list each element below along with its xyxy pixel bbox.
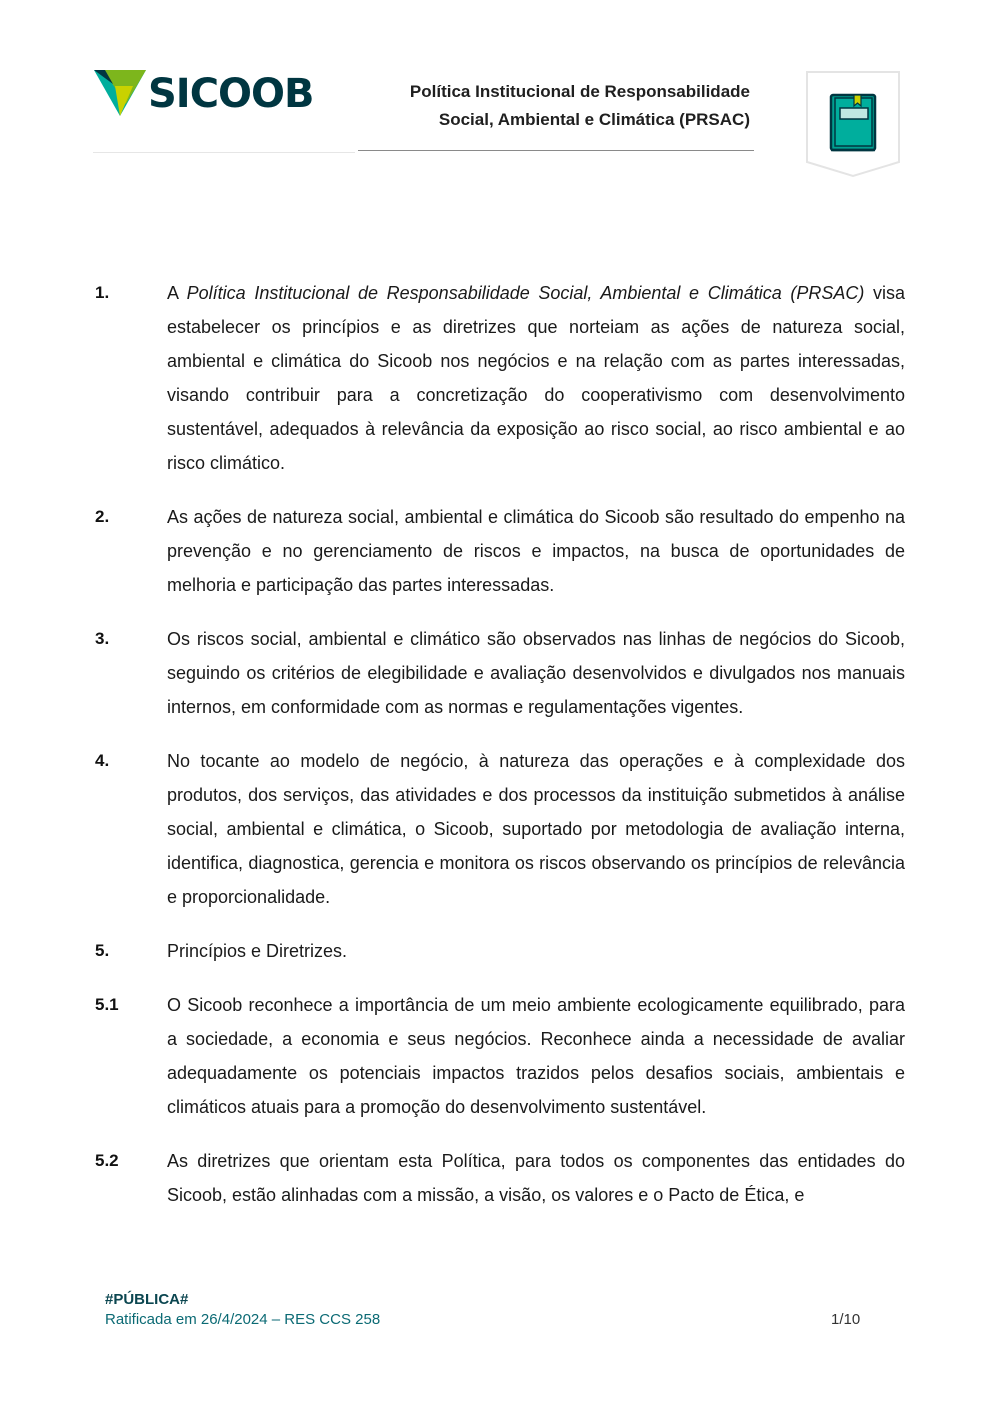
brand-name: SICOOB bbox=[148, 71, 314, 117]
section-4 bbox=[95, 744, 905, 914]
section-text: Princípios e Diretrizes. bbox=[167, 941, 348, 961]
section-5 bbox=[95, 934, 905, 968]
header-divider-right bbox=[358, 150, 754, 151]
section-5-2 bbox=[95, 1144, 905, 1212]
section-text-prefix: A bbox=[167, 283, 187, 303]
document-title-line2: Social, Ambiental e Climática (PRSAC) bbox=[438, 110, 750, 129]
section-text: As diretrizes que orientam esta Política, para todos os componentes das entidades do Sicoob, estão alinhadas com a missão, a visão, os valores e o Pacto de Ética, e bbox=[167, 1151, 905, 1205]
header-divider-left bbox=[93, 152, 355, 153]
section-text: No tocante ao modelo de negócio, à natureza das operações e à complexidade dos produtos, dos serviços, das atividades e dos processos da instituição submetidos à análise social, ambiental e climática, o Sicoob, suportado por metodologia de avaliação interna, identifica, diagnostica, gerencia e monitora os riscos observando os princípios de relevância e proporcionalidade. bbox=[167, 751, 905, 907]
section-number: 5.1 bbox=[95, 995, 119, 1014]
section-number: 5. bbox=[95, 941, 110, 960]
section-number: 2. bbox=[95, 507, 110, 526]
policy-name: Política Institucional de Responsabilidade Social, Ambiental e Climática (PRSAC) bbox=[186, 283, 865, 303]
ratification-note: Ratificada em 26/4/2024 – RES CCS 258 bbox=[105, 1311, 381, 1328]
section-number: 4. bbox=[95, 751, 110, 770]
section-1 bbox=[95, 276, 905, 480]
section-text: O Sicoob reconhece a importância de um meio ambiente ecologicamente equilibrado, para a sociedade, a economia e seus negócios. Reconhece ainda a necessidade de avaliar adequadamente os potenciais impactos trazidos pelos desafios sociais, ambientais e climáticos atuais para a promoção do desenvolvimento sustentável. bbox=[167, 995, 905, 1117]
book-icon bbox=[804, 70, 902, 178]
document-title bbox=[360, 78, 750, 134]
sicoob-logo bbox=[93, 68, 313, 120]
page-number: 1/10 bbox=[831, 1311, 861, 1328]
section-text-rest: visa estabelecer os princípios e as diretrizes que norteiam as ações de natureza social, ambiental e climática do Sicoob nos negócios e na relação com as partes interessadas, visando contribuir para a concretização do cooperativismo com desenvolvimento sustentável, adequados à relevância da exposição ao risco social, ao risco ambiental e ao risco climático. bbox=[167, 283, 906, 473]
section-number: 5.2 bbox=[95, 1151, 119, 1170]
classification-label: #PÚBLICA# bbox=[105, 1291, 189, 1308]
document-title-line1: Política Institucional de Responsabilidade bbox=[409, 82, 750, 101]
section-number: 3. bbox=[95, 629, 110, 648]
section-3 bbox=[95, 622, 905, 724]
document-body bbox=[95, 276, 905, 1232]
section-5-1 bbox=[95, 988, 905, 1124]
section-number: 1. bbox=[95, 283, 110, 302]
policy-badge bbox=[804, 70, 902, 178]
section-text: As ações de natureza social, ambiental e climática do Sicoob são resultado do empenho na prevenção e no gerenciamento de riscos e impactos, na busca de oportunidades de melhoria e participação das partes interessadas. bbox=[167, 507, 905, 595]
page-header bbox=[0, 0, 1000, 190]
section-text: Os riscos social, ambiental e climático são observados nas linhas de negócios do Sicoob, seguindo os critérios de elegibilidade e avaliação desenvolvidos e divulgados nos manuais internos, em conformidade com as normas e regulamentações vigentes. bbox=[167, 629, 905, 717]
section-text bbox=[167, 276, 905, 480]
sicoob-logo-mark-icon bbox=[93, 68, 147, 118]
section-2 bbox=[95, 500, 905, 602]
